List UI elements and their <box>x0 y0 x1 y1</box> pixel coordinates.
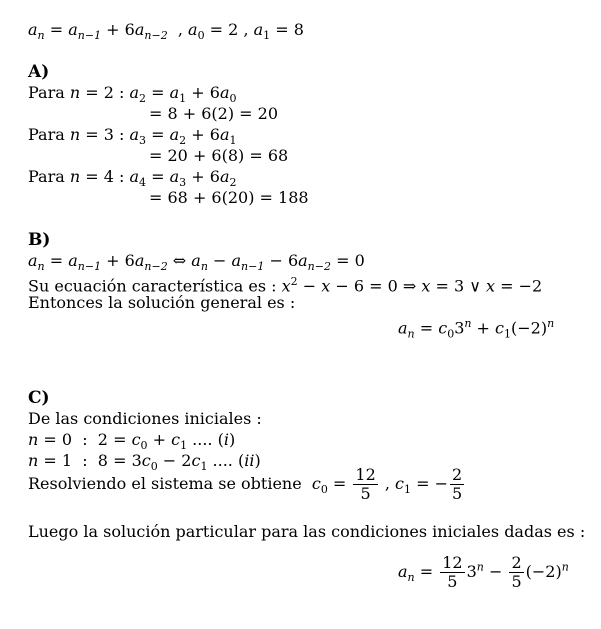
section-a-heading: A) <box>28 62 50 82</box>
a-line-6: = 68 + 6(20) = 188 <box>149 188 309 207</box>
c1-fraction: $\frac{2}{5}$ <box>452 465 463 503</box>
section-b-heading: B) <box>28 230 51 250</box>
b-line-2: Su ecuación característica es : $x^2 - x - 6 = 0$ ⇒ x = 3 ∨ x = −2 <box>28 275 543 296</box>
p-fraction-1: $\frac{12}{5}$ <box>442 553 463 591</box>
c-particular-text: Luego la solución particular para las condiciones iniciales dadas es : <box>28 522 586 541</box>
c-solve-line: Resolviendo el sistema se obtiene $c_0$ = $\frac{12}{5}$ , $c_1$ = − $\frac{2}{5}$ <box>28 465 463 503</box>
a-line-5: Para n = 4 : $a_4 = a_3 + 6a_2$ <box>28 167 237 190</box>
a-line-3: Para n = 3 : $a_3 = a_2 + 6a_1$ <box>28 125 237 148</box>
particular-solution: $a_n$ = $\frac{12}{5}$ $3^n$ − $\frac{2}{5}$ $(-2)^n$ <box>398 553 569 591</box>
a-line-1: Para n = 2 : $a_2 = a_1 + 6a_0$ <box>28 83 237 106</box>
a-line-2: = 8 + 6(2) = 20 <box>149 104 279 123</box>
b-line-1: $a_n = a_{n-1} + 6a_{n-2}$ ⇔ $a_n - a_{n-1} - 6a_{n-2} = 0$ <box>28 251 365 274</box>
c-line-1: De las condiciones iniciales : <box>28 409 262 428</box>
p-fraction-2: $\frac{2}{5}$ <box>511 553 522 591</box>
a-line-4: = 20 + 6(8) = 68 <box>149 146 289 165</box>
general-solution: $a_n = c_03^n + c_1(-2)^n$ <box>398 317 555 341</box>
recurrence-line: $a_n = a_{n-1} + 6a_{n-2}$ , $a_0 = 2$ , $a_1 = 8$ <box>28 20 304 43</box>
b-line-3: Entonces la solución general es : <box>28 293 296 312</box>
c-eq-2: n = 1 : $8 = 3c_0 - 2c_1$ .... (ii) <box>28 451 261 474</box>
section-c-heading: C) <box>28 388 50 408</box>
c-eq-1: n = 0 : $2 = c_0 + c_1$ .... (i) <box>28 430 236 453</box>
c0-fraction: $\frac{12}{5}$ <box>355 465 376 503</box>
